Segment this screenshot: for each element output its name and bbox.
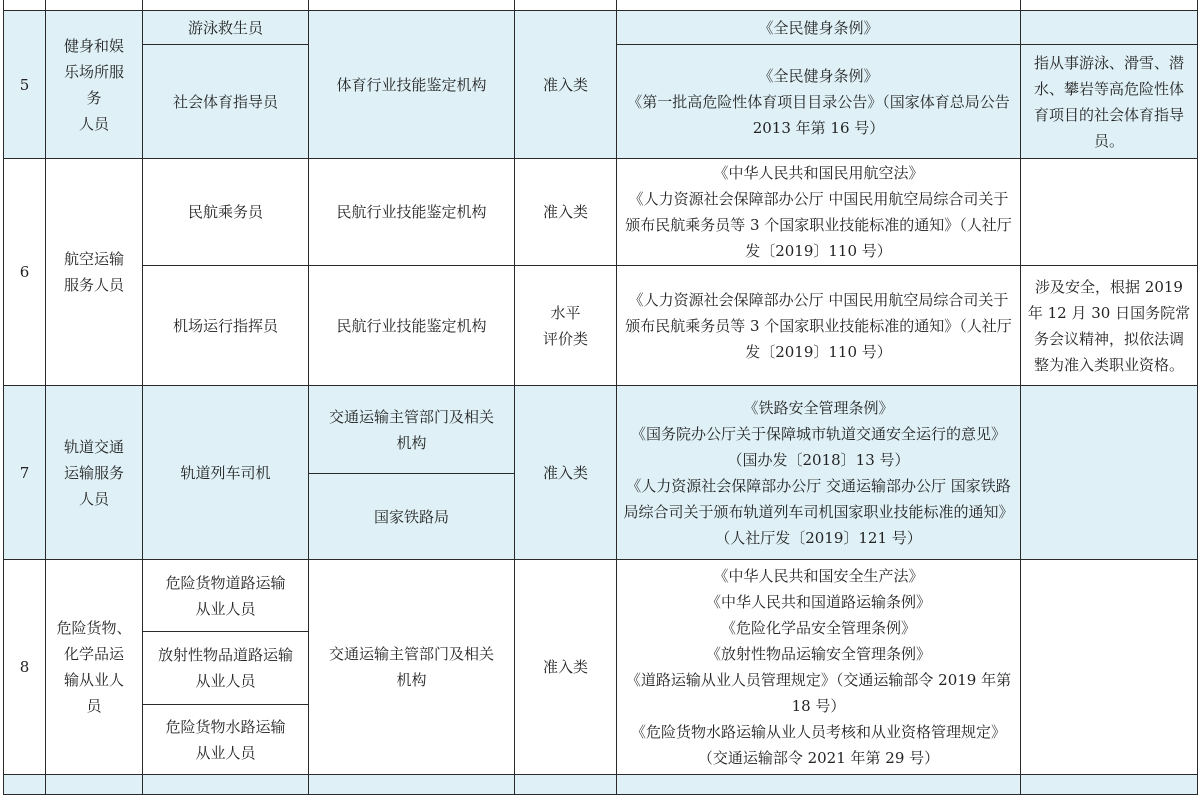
occupation-name-cell [143,705,309,775]
occupation-name: 机场运行指挥员 [143,266,309,386]
legal-basis-item: 《中华人民共和国安全生产法》 [713,567,924,585]
qualification-type-line: 水平 [550,303,581,322]
category-line: 健身和娱 [63,36,124,55]
note-cell: 涉及安全，根据 2019 年 12 月 30 日国务院常务会议精神，拟依法调整为准入类职业资格。 [1021,266,1198,386]
legal-basis-cell [617,11,1021,45]
qualification-type: 准入类 [515,386,617,560]
note-cell [1021,11,1198,45]
legal-basis-item: 《危险化学品安全管理条例》 [720,619,916,637]
legal-basis-item: 《人力资源社会保障部办公厅 中国民用航空局综合司关于颁布民航乘务员等 3 个国家职业技能标准的通知》（人社厅发〔2019〕110 号） [625,190,1012,260]
note-cell [1021,159,1198,266]
qualification-type-cell [515,266,617,386]
agency-cell [309,560,515,775]
note-cell: 指从事游泳、滑雪、潜水、攀岩等高危险性体育项目的社会体育指导员。 [1021,45,1198,159]
occupational-qualification-table [3,0,1198,795]
legal-basis-item: 《人力资源社会保障部办公厅 中国民用航空局综合司关于颁布民航乘务员等 3 个国家职业技能标准的通知》（人社厅发〔2019〕110 号） [625,290,1012,361]
occupation-name-line: 从业人员 [195,743,256,762]
agency-cell: 国家铁路局 [309,474,515,560]
legal-basis-cell [617,159,1021,266]
category-line: 人员 [78,114,109,133]
legal-basis-item: 《第一批高危险性体育项目目录公告》（国家体育总局公告 2013 年第 16 号） [627,92,1010,137]
occupation-name-line: 从业人员 [195,672,256,690]
legal-basis-item: 《人力资源社会保障部办公厅 交通运输部办公厅 国家铁路局综合司关于颁布轨道列车司机国家职业技能标准的通知》（人社厅发〔2019〕121 号） [623,476,1014,547]
occupation-name-line: 危险货物道路运输 [165,573,286,592]
row-number: 6 [4,159,46,386]
table-row [4,560,1198,632]
qualification-type: 准入类 [515,11,617,159]
qualification-type-line: 评价类 [542,329,588,348]
note-cell [1021,386,1198,560]
legal-basis-item: 《中华人民共和国道路运输条例》 [705,593,931,611]
agency-cell: 民航行业技能鉴定机构 [309,159,515,266]
agency-cell [309,386,515,474]
agency-line: 交通运输主管部门及相关 [328,407,494,426]
table-row [4,266,1198,386]
occupation-name-line: 从业人员 [195,599,256,618]
row-number: 5 [4,11,46,159]
category-cell [46,159,143,386]
occupation-name-cell [143,632,309,705]
occupation-name-cell [143,560,309,632]
legal-basis-item: 《国务院办公厅关于保障城市轨道交通安全运行的意见》（国办发〔2018〕13 号） [630,424,1006,469]
agency-cell: 民航行业技能鉴定机构 [309,266,515,386]
legal-basis-item: 《全民健身条例》 [758,66,879,85]
occupation-name-line: 放射性物品道路运输 [157,646,293,664]
category-line: 务 [86,88,102,107]
legal-basis-item: 《道路运输从业人员管理规定》（交通运输部令 2019 年第 18 号） [625,671,1012,715]
agency-line: 机构 [396,671,427,689]
legal-basis-cell [617,386,1021,560]
table-row [4,386,1198,474]
occupation-name: 游泳救生员 [143,11,309,45]
occupation-name-line: 危险货物水路运输 [165,717,286,736]
occupation-name: 轨道列车司机 [143,386,309,560]
legal-basis-item: 《放射性物品运输安全管理条例》 [705,645,931,663]
legal-basis-cell [617,45,1021,159]
row-number: 8 [4,560,46,775]
category-line: 乐场所服 [63,62,124,81]
table-row [4,159,1198,266]
category-line: 输从业人 [63,671,124,689]
legal-basis-item: 《铁路安全管理条例》 [743,398,894,417]
occupation-name: 民航乘务员 [143,159,309,266]
agency-line: 机构 [396,433,427,452]
table-row-top-continuation [4,0,1198,11]
legal-basis-item: 《中华人民共和国民用航空法》 [713,164,924,182]
category-cell [46,386,143,560]
legal-basis-item: 《危险货物水路运输从业人员考核和从业资格管理规定》（交通运输部令 2021 年第 29 号） [630,723,1006,767]
agency-cell: 体育行业技能鉴定机构 [309,11,515,159]
category-line: 人员 [78,489,109,508]
category-cell [46,560,143,775]
legal-basis-cell [617,560,1021,775]
category-line: 轨道交通 [63,437,124,456]
occupation-name: 社会体育指导员 [143,45,309,159]
category-cell [46,11,143,159]
category-line: 航空运输 [63,250,124,268]
note-cell [1021,560,1198,775]
qualification-type: 准入类 [515,159,617,266]
legal-basis-item: 《全民健身条例》 [758,18,879,37]
table-row [4,11,1198,45]
category-line: 危险货物、 [56,619,132,637]
category-line: 化学品运 [63,645,124,663]
category-line: 员 [86,697,102,715]
row-number: 7 [4,386,46,560]
legal-basis-cell [617,266,1021,386]
category-line: 运输服务 [63,463,124,482]
agency-line: 交通运输主管部门及相关 [328,645,494,663]
qualification-type: 准入类 [515,560,617,775]
category-line: 服务人员 [63,276,124,294]
